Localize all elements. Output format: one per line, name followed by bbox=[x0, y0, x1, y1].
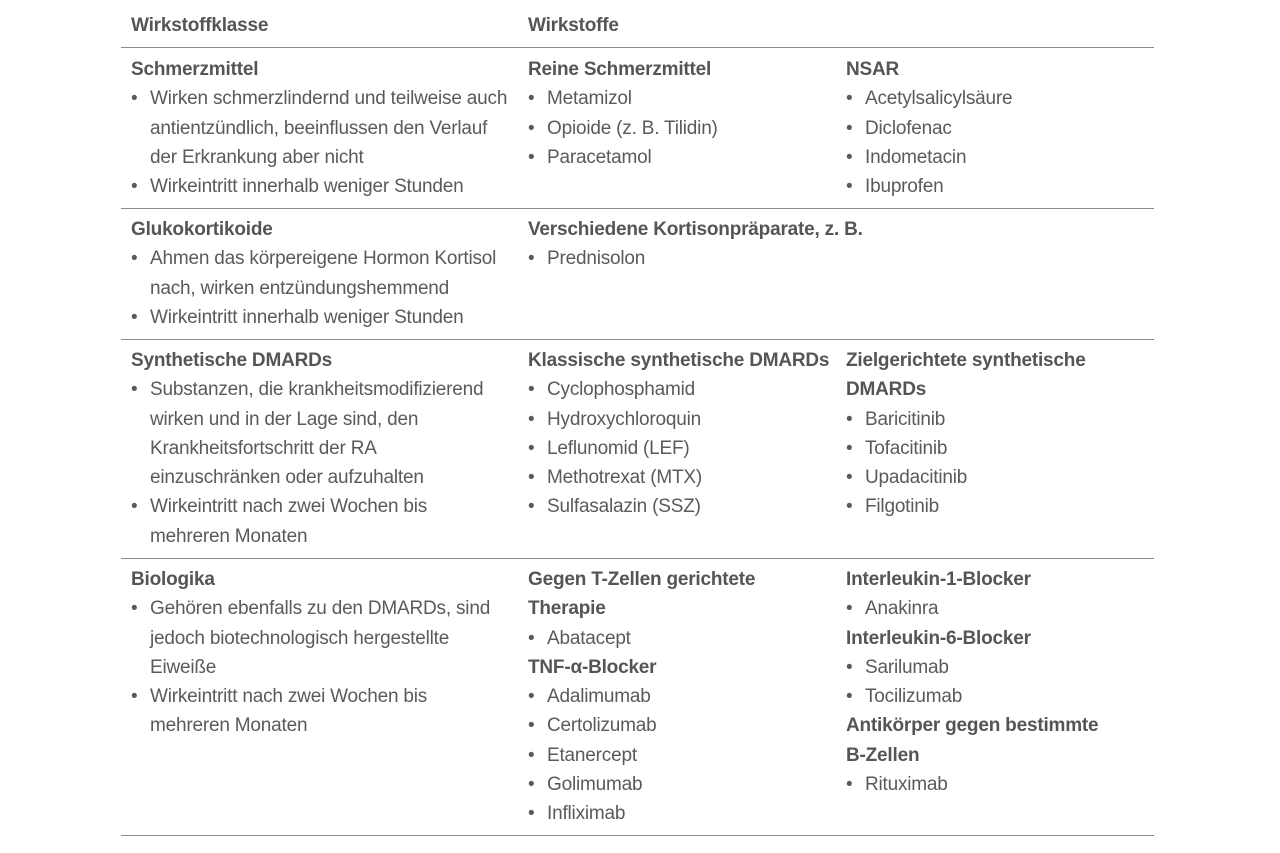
list-item: • Sulfasalazin (SSZ) bbox=[528, 492, 829, 521]
bullet: • bbox=[528, 437, 535, 459]
list-item: • Abatacept bbox=[528, 624, 755, 653]
list-item: • Infliximab bbox=[528, 799, 755, 828]
subgroup-title: Interleukin-6-Blocker bbox=[846, 627, 1031, 649]
table-bottom-rule bbox=[121, 835, 1154, 836]
list-item: • Wirkeintritt nach zwei Wochen bis bbox=[131, 492, 483, 521]
bullet: • bbox=[528, 88, 535, 110]
row-synthetische-dmards-agents-b bbox=[846, 346, 1086, 522]
bullet: • bbox=[846, 408, 853, 430]
row-schmerzmittel-agents-b bbox=[846, 55, 1012, 201]
list-item-continuation: mehreren Monaten bbox=[150, 525, 308, 547]
subgroup-title: TNF-α-Blocker bbox=[528, 656, 657, 678]
bullet: • bbox=[528, 117, 535, 139]
bullet: • bbox=[528, 408, 535, 430]
bullet: • bbox=[846, 496, 853, 518]
class-title: Synthetische DMARDs bbox=[131, 350, 333, 371]
list-item-continuation: Eiweiße bbox=[150, 656, 217, 678]
bullet: • bbox=[846, 467, 853, 489]
bullet: • bbox=[846, 88, 853, 110]
bullet: • bbox=[846, 176, 853, 198]
list-item: • Wirken schmerzlindernd und teilweise auch bbox=[131, 84, 507, 113]
row-divider bbox=[121, 339, 1154, 340]
list-item: • Metamizol bbox=[528, 84, 718, 113]
bullet: • bbox=[131, 496, 138, 518]
list-item: • Cyclophosphamid bbox=[528, 375, 829, 404]
list-item: • Methotrexat (MTX) bbox=[528, 463, 829, 492]
bullet: • bbox=[528, 803, 535, 825]
row-biologika-class bbox=[131, 565, 490, 741]
list-item-continuation: Krankheitsfortschritt der RA bbox=[150, 437, 377, 459]
row-biologika-agents-b bbox=[846, 565, 1098, 799]
list-item-continuation: einzuschränken oder aufzuhalten bbox=[150, 467, 424, 489]
list-item: • Ahmen das körpereigene Hormon Kortisol bbox=[131, 244, 496, 273]
bullet: • bbox=[528, 686, 535, 708]
list-item: • Tocilizumab bbox=[846, 682, 1098, 711]
list-item: • Prednisolon bbox=[528, 244, 863, 273]
list-item: • Filgotinib bbox=[846, 492, 1086, 521]
list-item: • Wirkeintritt innerhalb weniger Stunden bbox=[131, 303, 496, 332]
bullet: • bbox=[528, 248, 535, 270]
row-glukokortikoide-class bbox=[131, 215, 496, 332]
row-glukokortikoide-agents bbox=[528, 215, 863, 274]
bullet: • bbox=[846, 656, 853, 678]
bullet: • bbox=[528, 627, 535, 649]
bullet: • bbox=[846, 437, 853, 459]
subgroup-title-continuation: B-Zellen bbox=[846, 744, 920, 766]
list-item: • Tofacitinib bbox=[846, 434, 1086, 463]
row-schmerzmittel-agents-a bbox=[528, 55, 718, 172]
list-item-continuation: der Erkrankung aber nicht bbox=[150, 146, 364, 168]
bullet: • bbox=[131, 598, 138, 620]
list-item: • Upadacitinib bbox=[846, 463, 1086, 492]
bullet: • bbox=[528, 715, 535, 737]
list-item: • Substanzen, die krankheitsmodifizierend bbox=[131, 375, 483, 404]
subgroup-title: Antikörper gegen bestimmte bbox=[846, 715, 1099, 737]
subgroup-title: Verschiedene Kortisonpräparate, z. B. bbox=[528, 219, 863, 240]
subgroup-title-continuation: Therapie bbox=[528, 598, 606, 620]
subgroup-title-continuation: DMARDs bbox=[846, 379, 927, 401]
list-item: • Hydroxychloroquin bbox=[528, 405, 829, 434]
column-header-drug-class: Wirkstoffklasse bbox=[131, 15, 269, 36]
bullet: • bbox=[131, 686, 138, 708]
list-item: • Wirkeintritt innerhalb weniger Stunden bbox=[131, 172, 507, 201]
list-item: • Golimumab bbox=[528, 770, 755, 799]
bullet: • bbox=[528, 467, 535, 489]
bullet: • bbox=[528, 146, 535, 168]
class-title: Schmerzmittel bbox=[131, 59, 259, 80]
list-item: • Diclofenac bbox=[846, 114, 1012, 143]
header-divider bbox=[121, 47, 1154, 48]
list-item-continuation: mehreren Monaten bbox=[150, 715, 308, 737]
list-item: • Certolizumab bbox=[528, 711, 755, 740]
bullet: • bbox=[131, 248, 138, 270]
class-title: Biologika bbox=[131, 569, 215, 590]
list-item: • Etanercept bbox=[528, 741, 755, 770]
subgroup-title: Interleukin-1-Blocker bbox=[846, 569, 1031, 590]
list-item: • Sarilumab bbox=[846, 653, 1098, 682]
row-synthetische-dmards-class bbox=[131, 346, 483, 551]
bullet: • bbox=[528, 379, 535, 401]
row-divider bbox=[121, 208, 1154, 209]
list-item: • Acetylsalicylsäure bbox=[846, 84, 1012, 113]
subgroup-title: Klassische synthetische DMARDs bbox=[528, 350, 830, 371]
list-item: • Gehören ebenfalls zu den DMARDs, sind bbox=[131, 594, 490, 623]
bullet: • bbox=[846, 686, 853, 708]
list-item-continuation: jedoch biotechnologisch hergestellte bbox=[150, 627, 450, 649]
row-biologika-agents-a bbox=[528, 565, 755, 829]
bullet: • bbox=[131, 176, 138, 198]
row-schmerzmittel-class bbox=[131, 55, 507, 201]
list-item-continuation: nach, wirken entzündungshemmend bbox=[150, 277, 450, 299]
bullet: • bbox=[131, 88, 138, 110]
subgroup-title: NSAR bbox=[846, 59, 900, 80]
bullet: • bbox=[846, 146, 853, 168]
bullet: • bbox=[528, 774, 535, 796]
column-header-agents: Wirkstoffe bbox=[528, 15, 619, 36]
list-item: • Rituximab bbox=[846, 770, 1098, 799]
list-item: • Baricitinib bbox=[846, 405, 1086, 434]
list-item: • Leflunomid (LEF) bbox=[528, 434, 829, 463]
row-synthetische-dmards-agents-a bbox=[528, 346, 829, 522]
subgroup-title: Zielgerichtete synthetische bbox=[846, 350, 1086, 371]
list-item: • Ibuprofen bbox=[846, 172, 1012, 201]
list-item: • Wirkeintritt nach zwei Wochen bis bbox=[131, 682, 490, 711]
list-item-continuation: wirken und in der Lage sind, den bbox=[150, 408, 419, 430]
list-item: • Paracetamol bbox=[528, 143, 718, 172]
list-item: • Anakinra bbox=[846, 594, 1098, 623]
subgroup-title: Reine Schmerzmittel bbox=[528, 59, 712, 80]
class-title: Glukokortikoide bbox=[131, 219, 273, 240]
bullet: • bbox=[528, 744, 535, 766]
list-item: • Indometacin bbox=[846, 143, 1012, 172]
list-item: • Opioide (z. B. Tilidin) bbox=[528, 114, 718, 143]
list-item-continuation: antientzündlich, beeinflussen den Verlauf bbox=[150, 117, 488, 139]
bullet: • bbox=[528, 496, 535, 518]
bullet: • bbox=[846, 117, 853, 139]
subgroup-title: Gegen T-Zellen gerichtete bbox=[528, 569, 756, 590]
bullet: • bbox=[131, 379, 138, 401]
row-divider bbox=[121, 558, 1154, 559]
bullet: • bbox=[846, 598, 853, 620]
bullet: • bbox=[846, 774, 853, 796]
list-item: • Adalimumab bbox=[528, 682, 755, 711]
bullet: • bbox=[131, 306, 138, 328]
